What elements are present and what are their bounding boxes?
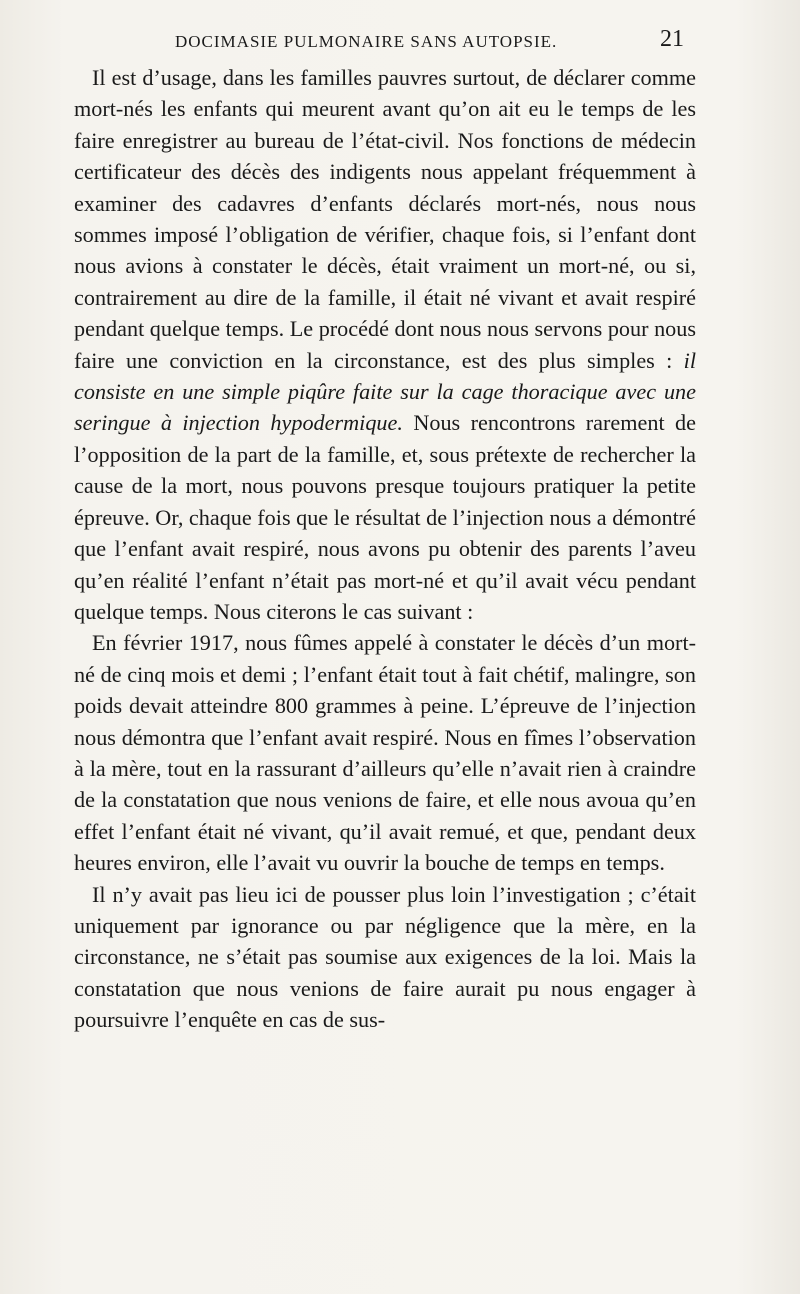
paragraph-1-text-b: Nous rencontrons rarement de l’opposition de la part de la famille, et, sous prétexte de rechercher la cause de la mort, nous pouvons presque toujours pratiquer la petite épreuve. Or, chaque fois que le résultat de l’injection nous a démontré que l’enfant avait respiré, nous avons pu obtenir des parents l’aveu qu’en réalité l’enfant n’était pas mort-né et qu’il avait vécu pendant quelque temps. Nous citerons le cas suivant :: [74, 410, 696, 624]
page-header: [0, 24, 800, 64]
paragraph-1-italic-text: il consiste en une simple piqûre faite sur la cage thoracique avec une seringue à injection hypodermique.: [74, 347, 696, 436]
paragraph-2: En février 1917, nous fûmes appelé à constater le décès d’un mort-né de cinq mois et demi ; l’enfant était tout à fait chétif, malingre, son poids devait atteindre 800 grammes à peine. L’épreuve de l’injection nous démontra que l’enfant avait respiré. Nous en fîmes l’observation à la mère, tout en la rassurant d’ailleurs qu’elle n’avait rien à craindre de la constatation que nous venions de faire, et elle nous avoua qu’en effet l’enfant était né vivant, qu’il avait remué, et que, pendant deux heures environ, elle l’avait vu ouvrir la bouche de temps en temps.: [74, 630, 696, 876]
page-number: 21: [660, 26, 684, 52]
paragraph-1: [74, 62, 696, 627]
paragraph-3: Il n’y avait pas lieu ici de pousser plus loin l’investigation ; c’était uniquement par ignorance ou par négligence que la mère, en la circonstance, ne s’était pas soumise aux exigences de la loi. Mais la constatation que nous venions de faire aurait pu nous engager à poursuivre l’enquête en cas de sus-: [74, 881, 696, 1033]
paragraph-1-text-a: Il est d’usage, dans les familles pauvres surtout, de déclarer comme mort-nés les enfants qui meurent avant qu’on ait eu le temps de les faire enregistrer au bureau de l’état-civil. Nos fonctions de médecin certificateur des décès des indigents nous appelant fréquemment à examiner des cadavres d’enfants déclarés mort-nés, nous nous sommes imposé l’obligation de vérifier, chaque fois, si l’enfant dont nous avions à constater le décès, était vraiment un mort-né, ou si, contrairement au dire de la famille, il était né vivant et avait respiré pendant quelque temps. Le procédé dont nous nous servons pour nous faire une conviction en la circonstance, est des plus simples :: [74, 65, 696, 373]
running-title: DOCIMASIE PULMONAIRE SANS AUTOPSIE.: [175, 32, 558, 51]
body-text: [74, 62, 696, 1036]
